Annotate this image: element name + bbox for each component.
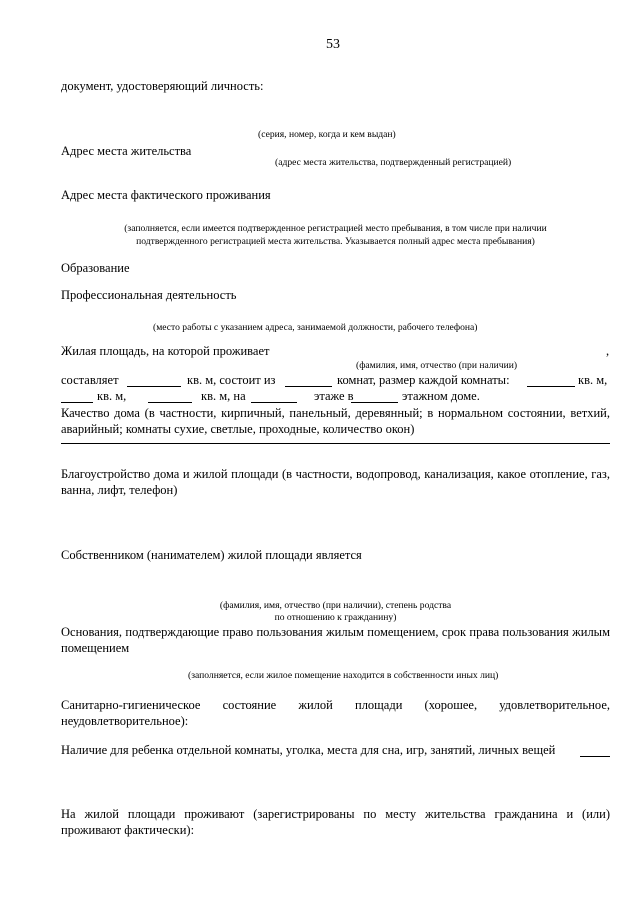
floors-blank	[351, 402, 398, 403]
page-number: 53	[326, 37, 340, 52]
house-quality-text: Качество дома (в частности, кирпичный, панельный, деревянный; в нормальном состоянии, ветхий, аварийный; комнаты сухие, светлые, проходные, количество окон)	[61, 406, 610, 436]
floor-blank	[251, 402, 297, 403]
area-label: составляет	[61, 373, 119, 387]
room-size-label: комнат, размер каждой комнаты:	[337, 373, 510, 387]
amenities-text: Благоустройство дома и жилой площади (в частности, водопровод, канализация, какое отопление, газ, ванна, лифт, телефон)	[61, 467, 610, 497]
room-size-blank-2	[61, 402, 93, 403]
residents-text: На жилой площади проживают (зарегистрированы по месту жительства гражданина и (или) проживают фактически):	[61, 807, 610, 837]
room-size-blank-3	[148, 402, 192, 403]
area-blank	[127, 386, 181, 387]
owner-hint-2: по отношению к гражданину)	[274, 612, 397, 623]
child-room-blank	[580, 756, 610, 757]
rooms-blank	[285, 386, 332, 387]
room-size-unit-1: кв. м,	[578, 373, 608, 387]
living-space-hint: (фамилия, имя, отчество (при наличии)	[356, 360, 518, 371]
room-size-unit-2: кв. м,	[97, 389, 127, 403]
child-room-label: Наличие для ребенка отдельной комнаты, уголка, места для сна, игр, занятий, личных вещей	[61, 743, 556, 757]
owner-label: Собственником (нанимателем) жилой площади является	[61, 548, 362, 562]
identity-doc-hint: (серия, номер, когда и кем выдан)	[258, 129, 396, 140]
actual-residence-hint-2: подтвержденного регистрацией места жительства. Указывается полный адрес места пребывания)	[136, 236, 535, 247]
rooms-label: кв. м, состоит из	[187, 373, 276, 387]
living-space-label: Жилая площадь, на которой проживает	[61, 344, 270, 358]
floors-label: этаже в	[314, 389, 354, 403]
actual-residence-label: Адрес места фактического проживания	[61, 188, 271, 202]
residence-hint: (адрес места жительства, подтвержденный регистрацией)	[275, 157, 512, 168]
floor-label: кв. м, на	[201, 389, 246, 403]
profession-label: Профессиональная деятельность	[61, 288, 237, 302]
education-label: Образование	[61, 261, 130, 275]
identity-doc-label: документ, удостоверяющий личность:	[61, 79, 264, 93]
owner-hint-1: (фамилия, имя, отчество (при наличии), степень родства	[219, 600, 452, 611]
sanitary-text: Санитарно-гигиеническое состояние жилой площади (хорошее, удовлетворительное, неудовлетворительное):	[61, 698, 610, 728]
floors-unit: этажном доме.	[402, 389, 480, 403]
residence-label: Адрес места жительства	[61, 144, 192, 158]
profession-hint: (место работы с указанием адреса, занимаемой должности, рабочего телефона)	[153, 322, 478, 333]
grounds-text: Основания, подтверждающие право пользования жилым помещением, срок права пользования жилым помещением	[61, 625, 610, 655]
actual-residence-hint-1: (заполняется, если имеется подтвержденное регистрацией место пребывания, в том числе при наличии	[124, 223, 547, 234]
house-quality-rule	[61, 443, 610, 444]
room-size-blank-1	[527, 386, 575, 387]
living-space-comma: ,	[606, 344, 610, 358]
grounds-hint: (заполняется, если жилое помещение находится в собственности иных лиц)	[188, 670, 499, 681]
